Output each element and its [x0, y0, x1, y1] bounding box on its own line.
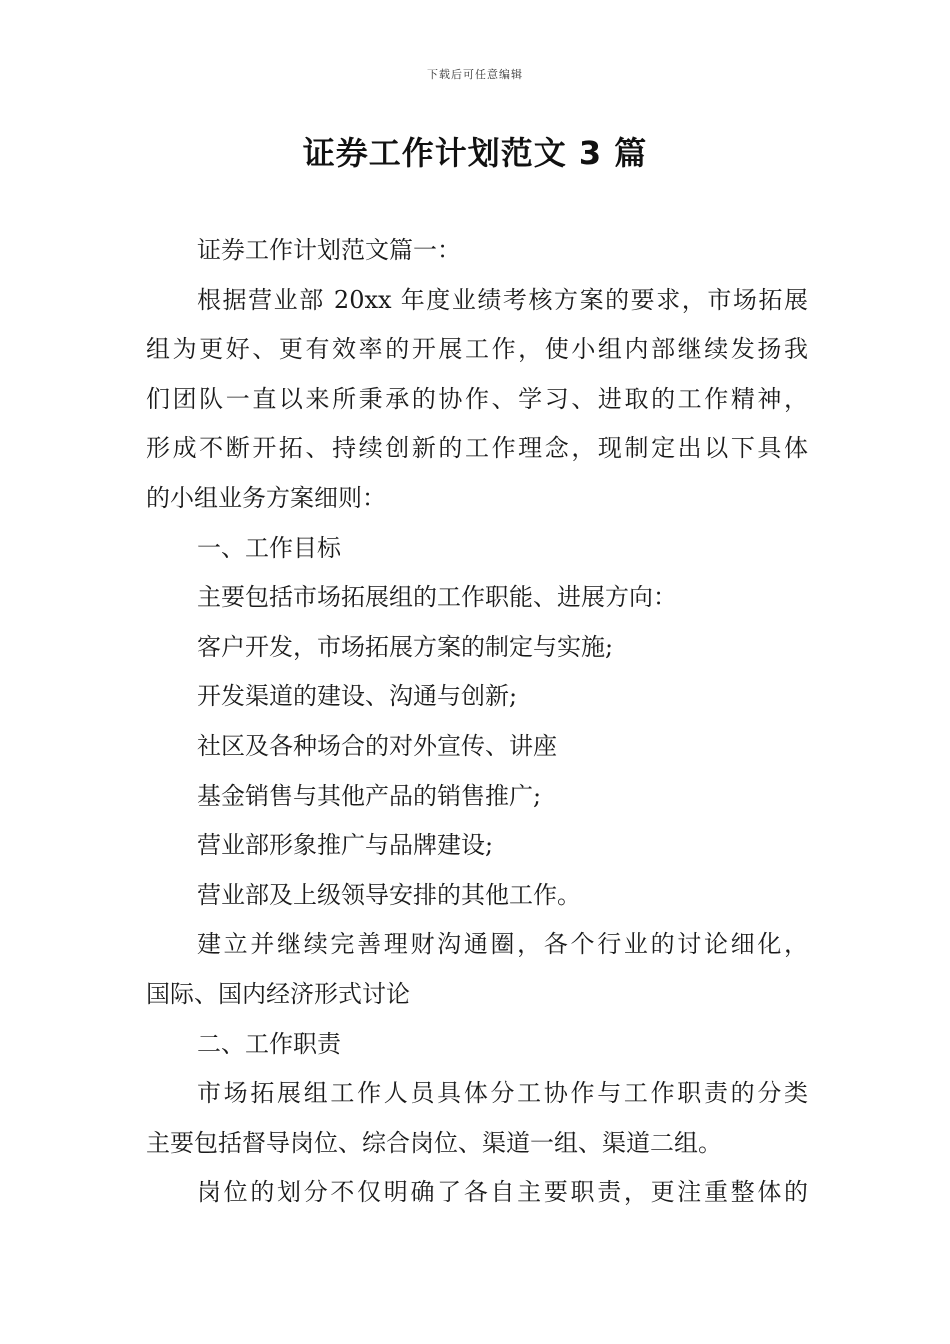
body-line: 组为更好、更有效率的开展工作，使小组内部继续发扬我	[146, 335, 808, 364]
body-line: 市场拓展组工作人员具体分工协作与工作职责的分类	[197, 1079, 808, 1108]
body-line: 社区及各种场合的对外宣传、讲座	[197, 731, 557, 760]
body-line: 建立并继续完善理财沟通圈，各个行业的讨论细化，	[197, 930, 808, 959]
body-line: 的小组业务方案细则：	[146, 483, 386, 512]
body-line: 一、工作目标	[197, 533, 341, 562]
body-line: 基金销售与其他产品的销售推广;	[197, 781, 542, 810]
body-line: 根据营业部 20xx 年度业绩考核方案的要求，市场拓展	[197, 285, 808, 314]
body-line: 岗位的划分不仅明确了各自主要职责，更注重整体的	[197, 1178, 808, 1207]
body-line: 二、工作职责	[197, 1029, 341, 1058]
body-line: 开发渠道的建设、沟通与创新;	[197, 682, 518, 711]
document-title: 证券工作计划范文 3 篇	[302, 134, 648, 172]
download-note: 下载后可任意编辑	[427, 68, 523, 81]
body-line: 主要包括市场拓展组的工作职能、进展方向：	[197, 583, 677, 612]
body-line: 证券工作计划范文篇一：	[197, 236, 461, 264]
body-line: 营业部形象推广与品牌建设;	[197, 831, 494, 860]
document-body	[146, 226, 808, 1218]
body-line: 国际、国内经济形式讨论	[146, 979, 410, 1008]
body-line: 客户开发，市场拓展方案的制定与实施;	[197, 632, 614, 661]
body-line: 形成不断开拓、持续创新的工作理念，现制定出以下具体	[146, 434, 808, 463]
body-line: 主要包括督导岗位、综合岗位、渠道一组、渠道二组。	[146, 1128, 722, 1157]
body-line: 营业部及上级领导安排的其他工作。	[197, 880, 581, 909]
body-line: 们团队一直以来所秉承的协作、学习、进取的工作精神，	[146, 384, 808, 413]
